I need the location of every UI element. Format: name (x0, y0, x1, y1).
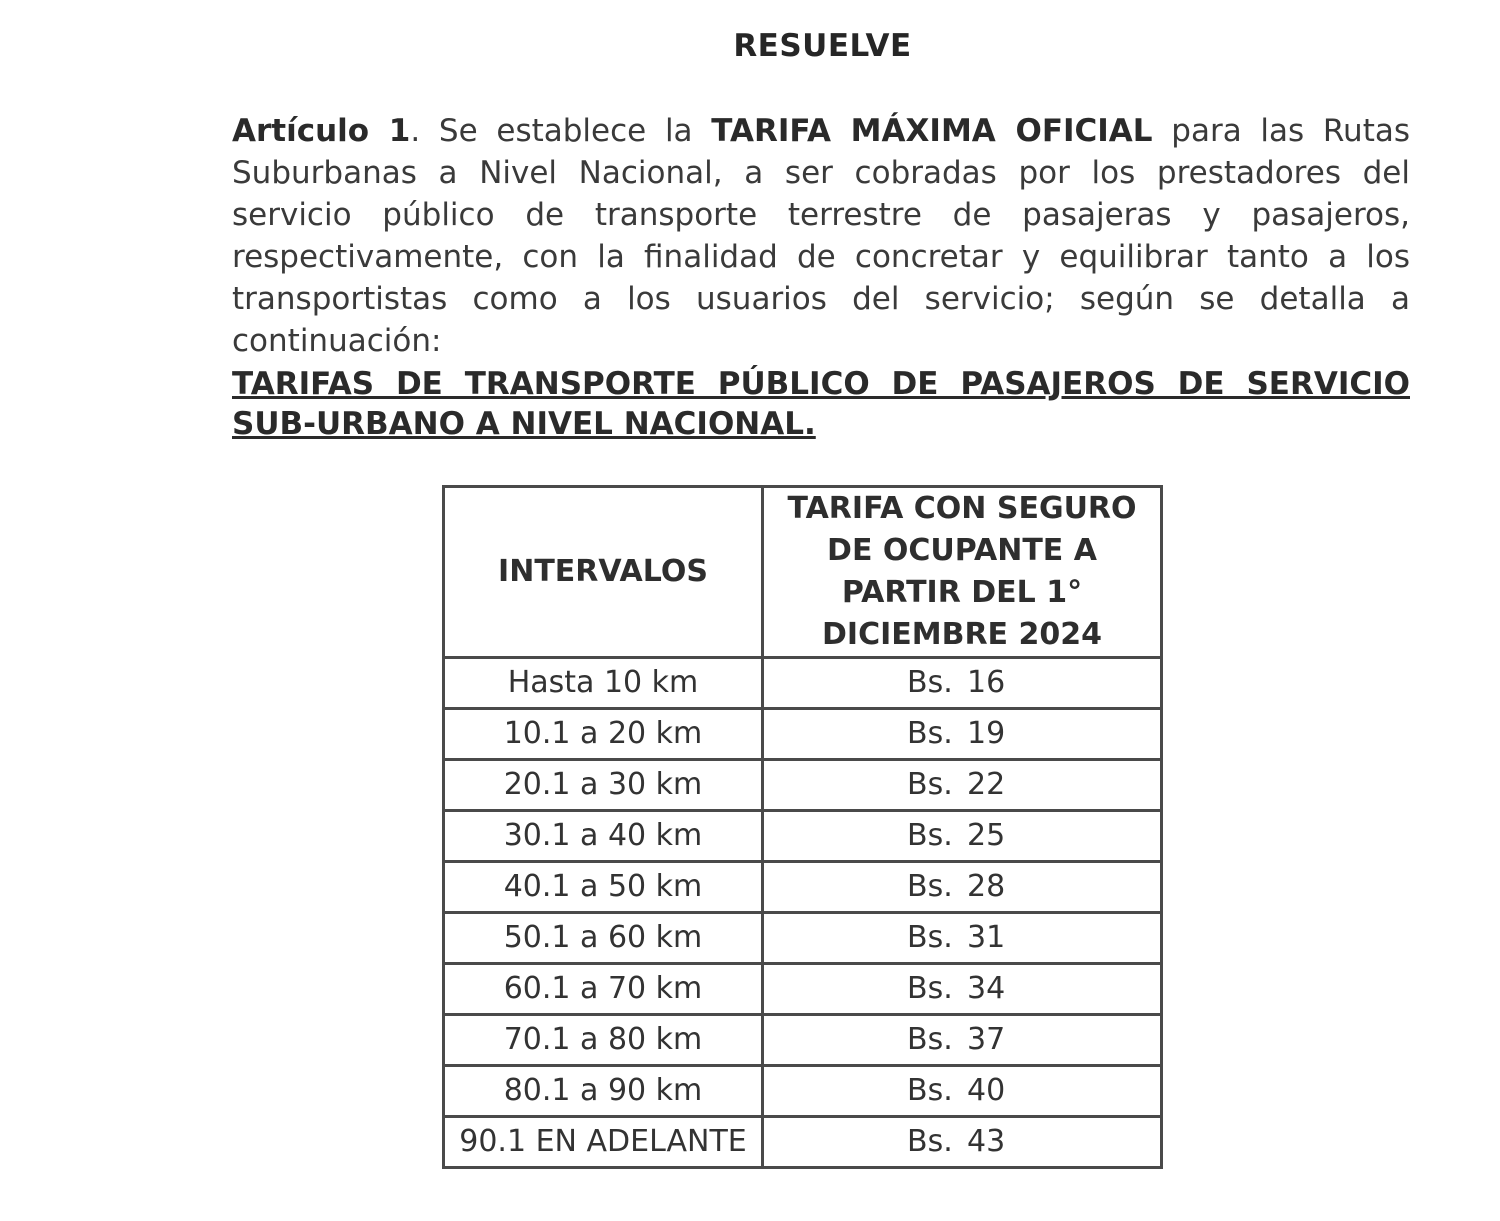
table-body (444, 658, 1162, 1168)
fare-amount: 37 (967, 1022, 1006, 1057)
tariff-cell (763, 658, 1162, 709)
table-row (444, 658, 1162, 709)
fare-amount: 34 (967, 971, 1006, 1006)
section-title: TARIFAS DE TRANSPORTE PÚBLICO DE PASAJEROS DE SERVICIO SUB-URBANO A NIVEL NACIONAL. (232, 366, 1410, 442)
fare-amount: 22 (967, 767, 1006, 802)
tariff-cell (763, 709, 1162, 760)
currency-label: Bs. (907, 818, 953, 853)
interval-cell: Hasta 10 km (444, 658, 763, 709)
tariff-cell (763, 760, 1162, 811)
tariff-cell (763, 964, 1162, 1015)
article-label: Artículo 1 (232, 113, 411, 149)
currency-label: Bs. (907, 716, 953, 751)
currency-label: Bs. (907, 1124, 953, 1159)
interval-cell: 80.1 a 90 km (444, 1066, 763, 1117)
article-intro: . Se establece la (410, 113, 712, 149)
interval-cell: 70.1 a 80 km (444, 1015, 763, 1066)
article-body: para las Rutas Suburbanas a Nivel Nacional, a ser cobradas por los prestadores del servicio público de transporte terrestre de pasajeras y pasajeros, respectivamente, con la finalidad de concretar y equilibrar tanto a los transportistas como a los usuarios del servicio; según se detalla a continuación: (232, 113, 1410, 359)
table-row (444, 1066, 1162, 1117)
tariff-table (442, 485, 1163, 1169)
table-row (444, 964, 1162, 1015)
header-intervals: INTERVALOS (444, 487, 763, 658)
fare-amount: 16 (967, 665, 1006, 700)
tariff-cell (763, 913, 1162, 964)
currency-label: Bs. (907, 1073, 953, 1108)
interval-cell: 30.1 a 40 km (444, 811, 763, 862)
fare-amount: 31 (967, 920, 1006, 955)
tariff-cell (763, 1015, 1162, 1066)
fare-amount: 40 (967, 1073, 1006, 1108)
header-tariff: TARIFA CON SEGURO DE OCUPANTE A PARTIR DEL 1° DICIEMBRE 2024 (763, 487, 1162, 658)
article-paragraph (232, 110, 1410, 362)
table-row (444, 913, 1162, 964)
interval-cell: 90.1 EN ADELANTE (444, 1117, 763, 1168)
interval-cell: 50.1 a 60 km (444, 913, 763, 964)
currency-label: Bs. (907, 869, 953, 904)
table-row (444, 811, 1162, 862)
table-row (444, 1015, 1162, 1066)
currency-label: Bs. (907, 767, 953, 802)
interval-cell: 10.1 a 20 km (444, 709, 763, 760)
fare-amount: 19 (967, 716, 1006, 751)
interval-cell: 20.1 a 30 km (444, 760, 763, 811)
fare-amount: 43 (967, 1124, 1006, 1159)
currency-label: Bs. (907, 920, 953, 955)
fare-amount: 28 (967, 869, 1006, 904)
tariff-cell (763, 1117, 1162, 1168)
interval-cell: 40.1 a 50 km (444, 862, 763, 913)
table-row (444, 862, 1162, 913)
currency-label: Bs. (907, 1022, 953, 1057)
table-header-row (444, 487, 1162, 658)
currency-label: Bs. (907, 665, 953, 700)
tariff-cell (763, 862, 1162, 913)
tariff-cell (763, 811, 1162, 862)
article-highlight: TARIFA MÁXIMA OFICIAL (711, 113, 1153, 149)
table-row (444, 760, 1162, 811)
resolution-heading: RESUELVE (733, 28, 912, 64)
tariff-cell (763, 1066, 1162, 1117)
table-row (444, 1117, 1162, 1168)
currency-label: Bs. (907, 971, 953, 1006)
fare-amount: 25 (967, 818, 1006, 853)
table-row (444, 709, 1162, 760)
interval-cell: 60.1 a 70 km (444, 964, 763, 1015)
